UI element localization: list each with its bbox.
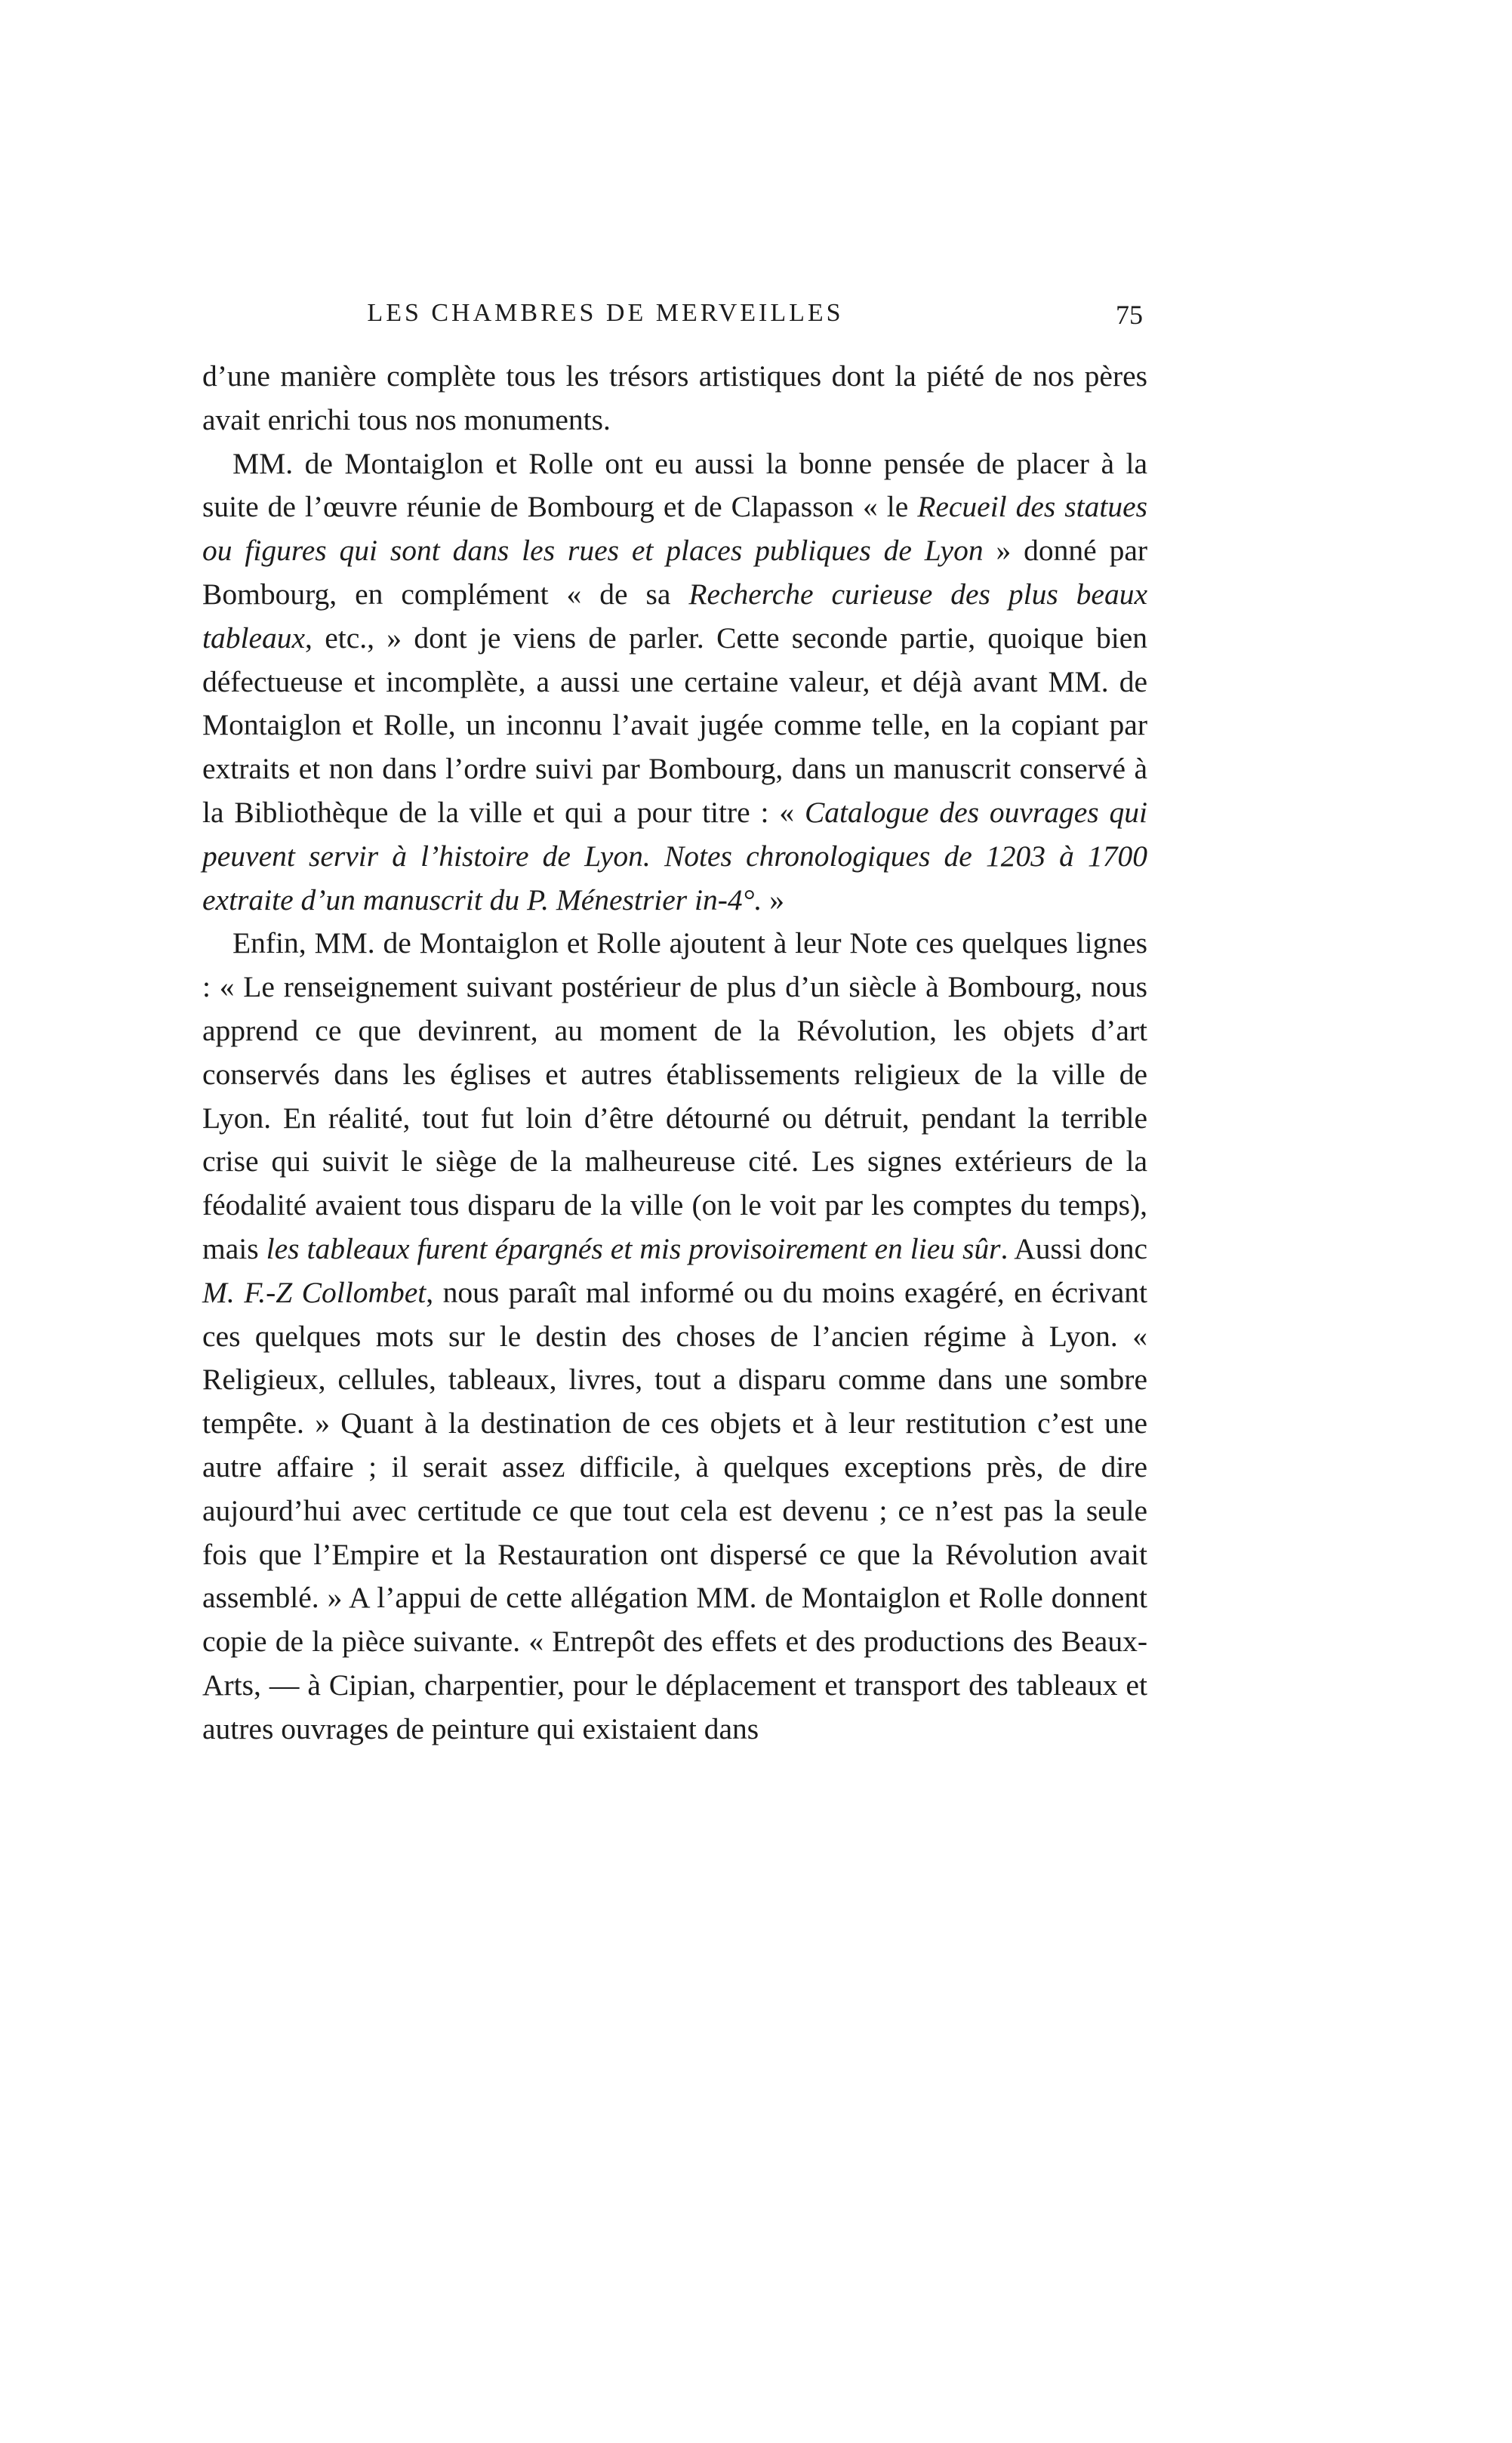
page-header	[205, 299, 1143, 341]
text-run: , nous paraît mal informé ou du moins exagéré, en écrivant ces quelques mots sur le destin des choses de l’ancien régime à Lyon. « Religieux, cellules, tableaux, livres, tout a disparu comme dans une sombre tempête. » Quant à la destination de ces objets et à leur restitution c’est une autre affaire ; il serait assez difficile, à quelques exceptions près, de dire aujourd’hui avec certitude ce que tout cela est devenu ; ce n’est pas la seule fois que l’Empire et la Restauration ont dispersé ce que la Révolution avait assemblé. » A l’appui de cette allégation MM. de Montaiglon et Rolle donnent copie de la pièce suivante. « Entrepôt des effets et des productions des Beaux-Arts, — à Cipian, charpentier, pour le déplacement et transport des tableaux et autres ouvrages de peinture qui existaient dans	[202, 1275, 1148, 1745]
author-name-italic: M. F.-Z Collombet	[202, 1275, 427, 1309]
text-run: . Aussi donc	[1000, 1231, 1147, 1265]
text-run: MM. de Montaiglon et Rolle ont eu aussi la bonne pensée de placer à la suite de l’œuvre réunie de Bombourg et de Clapasson « le	[202, 446, 1147, 524]
text-run: d’une manière complète tous les trésors artistiques dont la piété de nos pères avait enrichi tous nos monuments.	[202, 359, 1147, 436]
text-run: » donné par Bombourg, en complément « de sa	[202, 534, 1148, 611]
paragraph-1	[202, 355, 1147, 442]
paragraph-2	[202, 442, 1147, 923]
running-title: LES CHAMBRES DE MERVEILLES	[367, 299, 844, 327]
title-recueil-italic: Recueil des statues ou figures qui sont dans les rues et places publiques de Lyon	[202, 490, 1147, 568]
page-number: 75	[1116, 300, 1143, 330]
emphasis-italic: les tableaux furent épargnés et mis provisoirement en lieu sûr	[266, 1231, 1001, 1265]
text-run: , etc., » dont je viens de parler. Cette seconde partie, quoique bien défectueuse et incomplète, a aussi une certaine valeur, et déjà avant MM. de Montaiglon et Rolle, un inconnu l’avait jugée comme telle, en la copiant par extraits et non dans l’ordre suivi par Bombourg, dans un manuscrit conservé à la Bibliothèque de la ville et qui a pour titre : «	[202, 621, 1147, 829]
text-run: Enfin, MM. de Montaiglon et Rolle ajoutent à leur Note ces quelques lignes : « Le renseignement suivant postérieur de plus d’un siècle à Bombourg, nous apprend ce que devinrent, au moment de la Révolution, les objets d’art conservés dans les églises et autres établissements religieux de la ville de Lyon. En réalité, tout fut loin d’être détourné ou détruit, pendant la terrible crise qui suivit le siège de la malheureuse cité. Les signes extérieurs de la féodalité avaient tous disparu de la ville (on le voit par les comptes du temps), mais	[202, 926, 1147, 1265]
body-text	[202, 355, 1147, 1751]
title-catalogue-italic: Catalogue des ouvrages qui peuvent servir à l’histoire de Lyon. Notes chronologiques de 1203 à 1700 extraite d’un manuscrit du P. Ménestrier in-4°.	[202, 795, 1148, 917]
title-recherche-italic: Recherche curieuse des plus beaux tableaux	[202, 577, 1147, 655]
text-run: »	[762, 883, 784, 917]
paragraph-3	[202, 922, 1147, 1751]
